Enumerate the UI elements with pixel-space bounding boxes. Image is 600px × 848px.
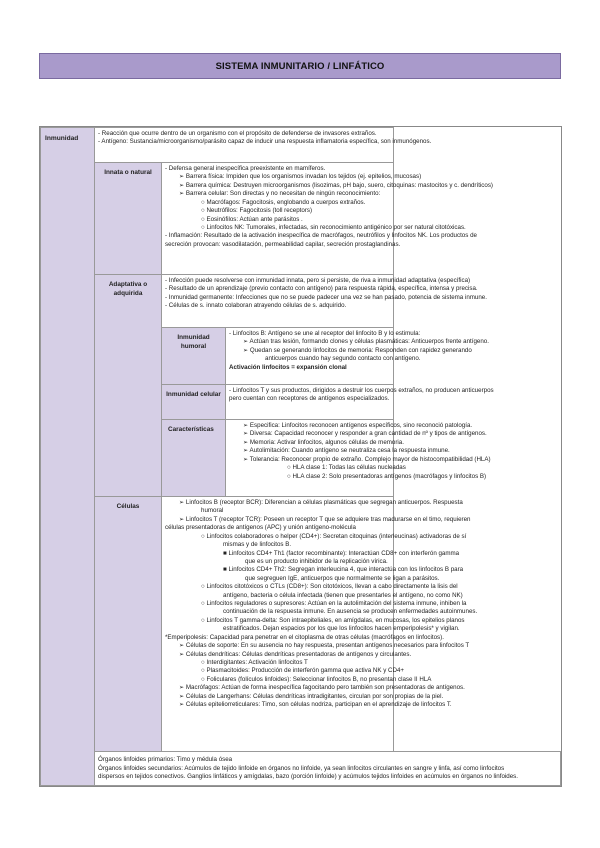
row-celulas: [41, 497, 561, 752]
adaptativa-line: - Células de s. innato colaboran atrayendo células de s. adquirido.: [165, 302, 347, 310]
main-table: [40, 127, 561, 786]
page-title: SISTEMA INMUNITARIO / LINFÁTICO: [215, 60, 385, 72]
celulas-line: antígeno, bacteria o célula infectada (tienen que presentarles el antígeno, no como NK): [223, 591, 463, 599]
celulas-line: ■ Linfocitos CD4+ Th2: Segregan interleucina 4, que interactúa con los linfocitos B para: [223, 566, 464, 574]
category-caracteristicas: Características: [162, 420, 226, 497]
celulas-content: [162, 497, 478, 752]
celulas-line: ➢ Linfocitos B (receptor BCR): Diferencian a células plasmáticas que segregan anticuerpos. Respuesta: [179, 499, 463, 506]
row-adaptativa: [41, 275, 561, 328]
celulas-line: ○ Linfocitos T gamma-delta: Son intraepiteliales, en amígdalas, en mucosas, los epitelios planos: [201, 616, 465, 624]
celulas-line: ➢ Células dendríticas: Células dendríticas presentadoras de antígenos y circulantes.: [179, 650, 412, 658]
caracteristica-line: ○ HLA clase 2: Solo presentadoras antígenos (macrófagos y linfocitos B): [287, 472, 487, 480]
celulas-line: ○ Linfocitos citotóxicos o CTLs (CD8+): Son citotóxicos, llevan a cabo directamente la lisis del: [201, 583, 458, 591]
caracteristica-line: ➢ Tolerancia: Reconocer propio de extraño. Complejo mayor de histocompatibilidad (HLA): [243, 455, 491, 463]
caracteristica-line: ○ HLA clase 1: Todas las células nucleadas: [287, 464, 406, 472]
innata-content: [162, 163, 493, 275]
celulas-line: ➢ Células de Langerhans: Células dendríticas intradigitantes, circulan por son propias de la piel.: [179, 692, 444, 700]
adaptativa-line: - Resultado de un aprendizaje (previo contacto con antígeno) para respuesta rápida, específica, intensa y precisa.: [165, 285, 478, 293]
intro-line: - Reacción que ocurre dentro de un organismo con el propósito de defenderse de invasores extraños.: [98, 130, 377, 137]
humoral-content: [226, 328, 489, 385]
celular-line: - Linfocitos T y sus productos, dirigidos a destruir los cuerpos extraños, no producen anticuerpos: [229, 387, 494, 394]
caracteristica-line: ➢ Especifica: Linfocitos reconocen antígenos específicos, sino reconoció patología.: [243, 422, 473, 429]
caracteristicas-content: [226, 420, 491, 497]
celular-content: [226, 385, 494, 420]
footer-line: Órganos linfoides secundarios: Acúmulos de tejido linfoide en órganos no linfoide, ya sean linfocitos circulantes en sangre y linfa, así como linfocitos: [98, 764, 505, 772]
row-innata: [41, 163, 561, 275]
category-humoral: Inmunidad humoral: [162, 328, 226, 385]
inmunidad-intro: [95, 128, 432, 163]
adaptativa-line: - Inmunidad germanente: Infecciones que no se puede padecer una vez se han pasado, potencia de sistema inmune.: [165, 293, 487, 301]
humoral-line: - Linfocitos B: Antígeno se une al receptor del linfocito B y lo estimula:: [229, 330, 421, 337]
celulas-line: ○ Foliculares (folículos linfoides): Seleccionar linfocitos B, no presentan clase II HLA: [201, 675, 432, 683]
innata-line: secreción provocan: vasodilatación, permeabilidad capilar, secreción prostaglandinas.: [165, 240, 401, 248]
innata-line: ➢ Barrera física: Impiden que los organismos invadan los tejidos (ej. epitelios, mucosas): [179, 173, 422, 181]
celulas-line: ➢ Células de soporte: En su ausencia no hay respuesta, presentan antígenos necesarios para linfocitos T: [179, 642, 470, 650]
organos-linfoides: [95, 752, 561, 786]
row-inmunidad-intro: [41, 128, 561, 163]
page-title-bar: [39, 53, 561, 79]
innata-line: ○ Eosinófilos: Actúan ante parásitos .: [201, 215, 303, 223]
innata-line: ➢ Barrera química: Destruyen microorganismos (lisozimas, pH bajo, suero, citoquinas: mastocitos y c. dendríticos): [179, 181, 493, 189]
innata-line: - Defensa general inespecífica preexistente en mamíferos.: [165, 165, 326, 172]
humoral-line: ➢ Quedan se generando linfocitos de memoria: Responden con rapidez generando: [243, 346, 472, 354]
celulas-line: ■ Linfocitos CD4+ Th1 (factor recombinante): Interactúan CD8+ con interferón gamma: [223, 549, 460, 557]
innata-line: ○ Linfocitos NK: Tumorales, infectadas, sin reconocimiento antigénico por ser natural citotóxicas.: [201, 223, 466, 231]
celulas-line: células presentadoras de antígenos (APC) y unión antígeno-molécula: [165, 524, 356, 532]
celulas-line: ○ Interdigitantes: Activación linfocitos T: [201, 659, 308, 667]
celular-line: pero cuentan con receptores de antígenos especializados.: [229, 395, 390, 403]
innata-line: ○ Macrófagos: Fagocitosis, englobando a cuerpos extraños.: [201, 198, 366, 206]
footer-line: Órganos linfoides primarios: Timo y médula ósea: [98, 756, 233, 763]
summary-table: [39, 126, 562, 787]
celulas-line: *Emperipolesis: Capacidad para penetrar en el citoplasma de otras células (macrófagos en linfocitos).: [165, 633, 444, 641]
innata-line: ○ Neutrófilos: Fagocitosis (toll receptors): [201, 207, 313, 215]
category-inmunidad: Inmunidad: [41, 128, 95, 786]
row-organos: [41, 752, 561, 786]
footer-line: dispersos en tejidos conectivos. Ganglios linfáticos y amígdalas, bazo (porción linfoide) y acúmulos tejidos linfoides en acúmulos en órganos no linfoides.: [98, 773, 518, 781]
category-adaptativa: Adaptativa o adquirida: [95, 275, 162, 497]
celulas-line: ➢ Linfocitos T (receptor TCR): Poseen un receptor T que se adquiere tras madurarse en el timo, requieren: [179, 515, 471, 523]
caracteristica-line: ➢ Diversa: Capacidad reconocer y responder a gran cantidad de nº y tipos de antígenos.: [243, 430, 487, 438]
celulas-line: que es un producto inhibidor de la replicación vírica.: [245, 557, 388, 565]
innata-line: - Inflamación: Resultado de la activación inespecífica de macrófagos, neutrófilos y linfocitos NK. Los productos de: [165, 232, 477, 240]
celulas-line: humoral: [201, 507, 224, 515]
adaptativa-line: - Infección puede resolverse con inmunidad innata, pero si persiste, de riva a inmunidad adaptativa (específica): [165, 277, 471, 284]
celulas-line: ○ Plasmacitoides: Producción de interferón gamma que activa NK y CD4+: [201, 667, 405, 675]
celulas-line: continuación de la respuesta inmune. En ausencia se producen enfermedades autoinmunes.: [223, 608, 478, 616]
intro-line: - Antígeno: Sustancia/microorganismo/parásito capaz de inducir una respuesta inflamatoria específica, son inmunógenos.: [98, 138, 432, 146]
humoral-line: anticuerpos cuando hay segundo contacto con antígeno.: [265, 355, 421, 363]
celulas-line: ○ Linfocitos colaboradores o helper (CD4+): Secretan citoquinas (interleucinas) activadoras de sí: [201, 532, 467, 540]
innata-line: ➢ Barrera celular: Son directas y no necesitan de ningún reconocimiento:: [179, 190, 381, 198]
celulas-line: ➢ Células epiteliorreticulares: Timo, son células nodriza, participan en el aprendizaje de linfocitos T.: [179, 701, 452, 709]
celulas-line: estratificados. Dejan espacios por los que los linfocitos hacen emperipolesis* y vigilan.: [223, 625, 460, 633]
category-celular: Inmunidad celular: [162, 385, 226, 420]
humoral-line: Activación linfocitos = expansión clonal: [229, 363, 347, 371]
humoral-line: ➢ Actúan tras lesión, formando clones y células plasmáticas: Anticuerpos frente antígeno.: [243, 338, 489, 346]
caracteristica-line: ➢ Autolimitación: Cuando antígeno se neutraliza cesa la respuesta inmune.: [243, 447, 450, 455]
adaptativa-content: [162, 275, 487, 328]
caracteristica-line: ➢ Memoria: Activar linfocitos, algunos células de memoria.: [243, 438, 404, 446]
celulas-line: ○ Linfocitos reguladores o supresores: Actúan en la autolimitación del sistema inmune, inhiben la: [201, 600, 467, 608]
category-innata: Innata o natural: [95, 163, 162, 275]
celulas-line: mismas y de linfocitos B.: [223, 541, 292, 549]
category-celulas: Células: [95, 497, 162, 752]
celulas-line: ➢ Macrófagos: Actúan de forma inespecífica fagocitando pero también son presentadoras de antígenos.: [179, 684, 465, 692]
celulas-line: que segreguen IgE, anticuerpos que normalmente se ligan a parásitos.: [245, 574, 440, 582]
